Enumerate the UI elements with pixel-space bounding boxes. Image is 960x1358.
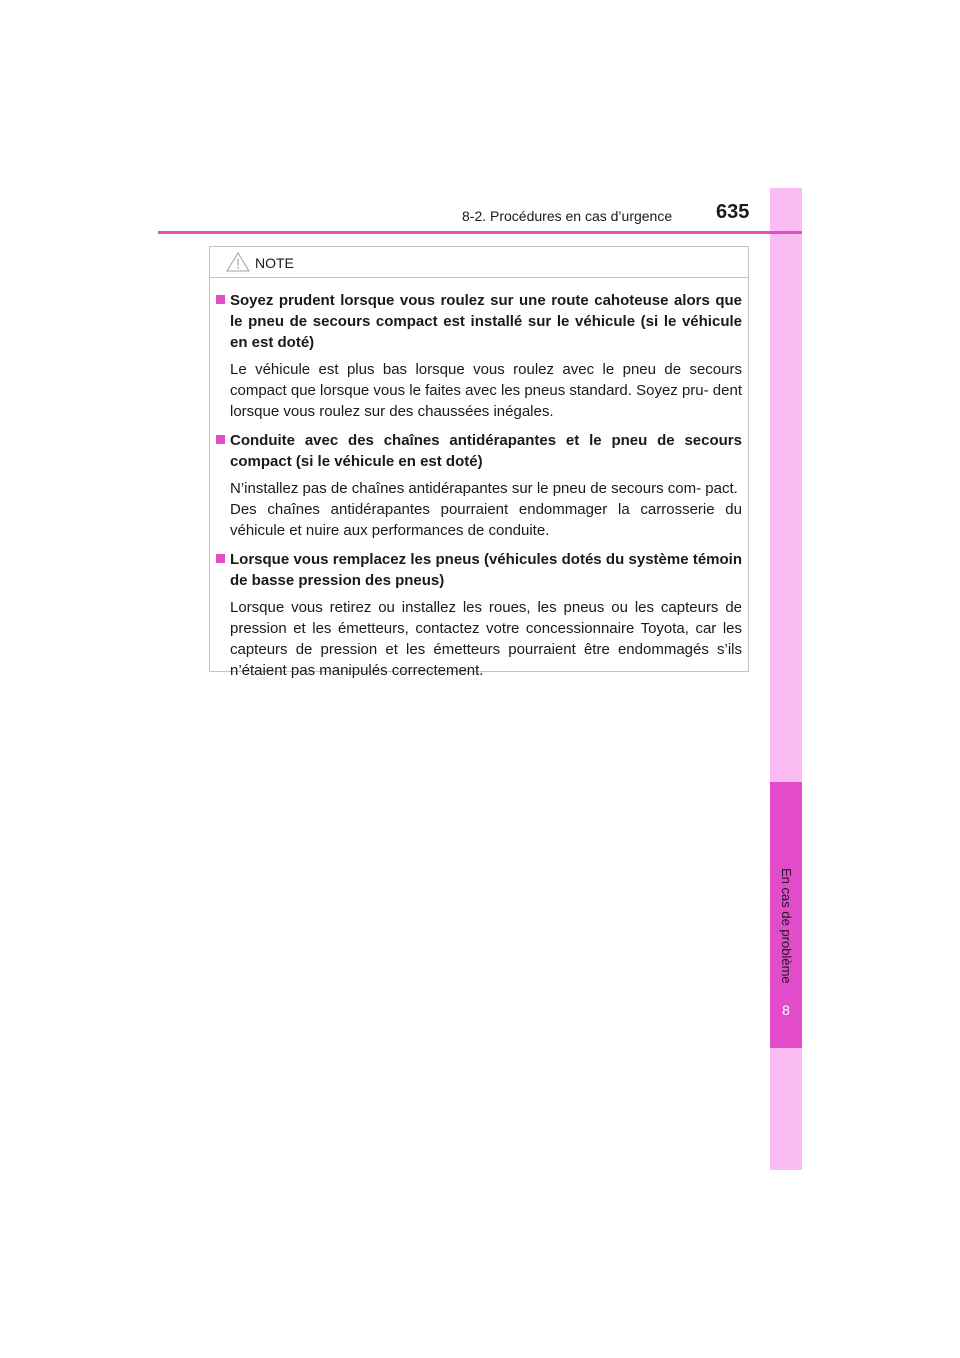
note-paragraph: Le véhicule est plus bas lorsque vous roulez avec le pneu de secours compact que lorsque vous le faites avec les pneus standard. Soyez pru- dent lorsque vous roulez sur des chaussées inégales. bbox=[230, 361, 742, 420]
note-label: NOTE bbox=[255, 255, 294, 271]
note-item-body bbox=[230, 478, 742, 541]
note-item-heading bbox=[216, 549, 742, 591]
note-item-heading bbox=[216, 290, 742, 353]
section-title: 8-2. Procédures en cas d’urgence bbox=[462, 208, 673, 224]
bullet-square-icon bbox=[216, 435, 225, 444]
note-header bbox=[210, 247, 748, 278]
note-box bbox=[209, 246, 749, 679]
bullet-square-icon bbox=[216, 295, 225, 304]
chapter-side-tab bbox=[770, 188, 802, 1170]
chapter-title: En cas de problème bbox=[779, 868, 794, 984]
page-number: 635 bbox=[716, 201, 750, 223]
note-item bbox=[216, 290, 742, 422]
note-item-heading-text: Conduite avec des chaînes antidérapantes et le pneu de secours compact (si le véhicule en est doté) bbox=[230, 432, 742, 470]
bullet-square-icon bbox=[216, 554, 225, 563]
note-paragraph: Lorsque vous retirez ou installez les roues, les pneus ou les capteurs de pression et les émetteurs, contactez votre concessionnaire Toyota, car les capteurs de pression et les émetteurs pourraient être endommagés s’ils n’étaient pas manipulés correctement. bbox=[230, 599, 742, 679]
warning-triangle-icon bbox=[226, 252, 250, 272]
note-body bbox=[210, 278, 748, 681]
note-item bbox=[216, 430, 742, 541]
note-item-heading-text: Soyez prudent lorsque vous roulez sur une route cahoteuse alors que le pneu de secours compact est installé sur le véhicule (si le véhicule en est doté) bbox=[230, 292, 742, 351]
note-item bbox=[216, 549, 742, 681]
side-tab-divider bbox=[770, 231, 802, 234]
header-divider bbox=[158, 231, 770, 234]
note-paragraph: Des chaînes antidérapantes pourraient endommager la carrosserie du véhicule et nuire aux performances de conduite. bbox=[230, 501, 742, 539]
note-item-heading bbox=[216, 430, 742, 472]
note-paragraph: N’installez pas de chaînes antidérapantes sur le pneu de secours com- pact. bbox=[230, 480, 738, 497]
note-item-body bbox=[230, 359, 742, 422]
chapter-number: 8 bbox=[782, 1002, 790, 1018]
note-item-heading-text: Lorsque vous remplacez les pneus (véhicules dotés du système témoin de basse pression des pneus) bbox=[230, 551, 742, 589]
note-item-body bbox=[230, 597, 742, 681]
